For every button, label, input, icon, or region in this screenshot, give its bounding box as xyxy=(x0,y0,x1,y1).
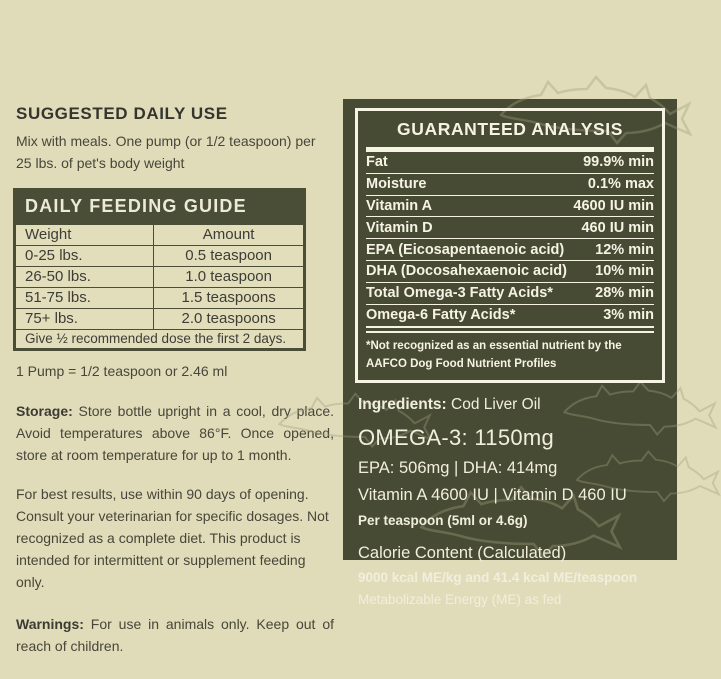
ingredients-line xyxy=(358,396,667,414)
metabolizable-energy-note: Metabolizable Energy (ME) as fed xyxy=(358,591,562,607)
analysis-rows xyxy=(358,152,662,326)
usage-column xyxy=(16,104,334,657)
amount-cell: 0.5 teaspoon xyxy=(154,245,304,266)
amount-cell: 1.0 teaspoon xyxy=(154,266,304,287)
ingredients-label: Ingredients: xyxy=(358,395,447,413)
warnings-paragraph xyxy=(16,614,334,658)
analysis-label: Omega-6 Fatty Acids* xyxy=(366,307,516,324)
feeding-guide-header-row xyxy=(16,224,304,245)
pump-equivalence-note: 1 Pump = 1/2 teaspoon or 2.46 ml xyxy=(16,362,228,379)
feeding-guide-row xyxy=(16,308,304,329)
analysis-row xyxy=(366,239,654,261)
best-results-paragraph: For best results, use within 90 days of opening. Consult your veterinarian for specific dosages. Not recognized as a complete diet. This product is intended for intermittent or supplement feeding only. xyxy=(16,485,329,590)
ingredients-value: Cod Liver Oil xyxy=(446,395,541,413)
analysis-value: 3% min xyxy=(603,307,654,324)
analysis-value: 28% min xyxy=(595,285,654,302)
footnote-divider xyxy=(366,326,654,333)
analysis-value: 12% min xyxy=(595,241,654,258)
suggested-daily-use-heading: SUGGESTED DAILY USE xyxy=(16,104,228,123)
analysis-row xyxy=(366,174,654,196)
usage-intro-text: Mix with meals. One pump (or 1/2 teaspoon) per 25 lbs. of pet's body weight xyxy=(16,133,316,172)
warnings-text: For use in animals only. Keep out of reach of children. xyxy=(16,615,334,654)
analysis-row xyxy=(366,305,654,327)
guaranteed-analysis-title: GUARANTEED ANALYSIS xyxy=(397,119,623,139)
calorie-content-detail: 9000 kcal ME/kg and 41.4 kcal ME/teaspoon xyxy=(358,569,638,585)
analysis-row xyxy=(366,261,654,283)
analysis-label: Vitamin A xyxy=(366,197,433,214)
amount-cell: 1.5 teaspoons xyxy=(154,287,304,308)
storage-text: Store bottle upright in a cool, dry place. Avoid temperatures above 86°F. Once opened, store at room temperature for up to 1 month. xyxy=(16,402,334,463)
feeding-guide-note: Give ½ recommended dose the first 2 days. xyxy=(16,329,304,348)
analysis-value: 460 IU min xyxy=(581,219,654,236)
weight-cell: 75+ lbs. xyxy=(16,308,154,329)
weight-cell: 51-75 lbs. xyxy=(16,287,154,308)
epa-dha-amounts: EPA: 506mg | DHA: 414mg xyxy=(358,458,558,477)
aafco-footnote: *Not recognized as an essential nutrient by the AAFCO Dog Food Nutrient Profiles xyxy=(366,340,622,370)
feeding-guide-note-row xyxy=(16,329,304,348)
storage-label: Storage: xyxy=(16,402,73,419)
analysis-value: 0.1% max xyxy=(587,176,654,193)
warnings-label: Warnings: xyxy=(16,615,84,632)
analysis-row xyxy=(366,196,654,218)
amount-cell: 2.0 teaspoons xyxy=(154,308,304,329)
analysis-label: Fat xyxy=(366,154,388,171)
vitamin-amounts: Vitamin A 4600 IU | Vitamin D 460 IU xyxy=(358,485,627,504)
guaranteed-analysis-box xyxy=(355,108,665,383)
daily-feeding-guide-table xyxy=(13,188,306,351)
calorie-content-title: Calorie Content (Calculated) xyxy=(358,543,567,562)
analysis-label: Moisture xyxy=(366,176,427,193)
ingredients-block xyxy=(358,396,667,607)
feeding-guide-row xyxy=(16,266,304,287)
weight-cell: 26-50 lbs. xyxy=(16,266,154,287)
analysis-row xyxy=(366,152,654,174)
analysis-value: 99.9% min xyxy=(583,154,654,171)
column-header-weight: Weight xyxy=(16,224,154,245)
analysis-label: Total Omega-3 Fatty Acids* xyxy=(366,285,553,302)
storage-paragraph xyxy=(16,401,334,467)
guaranteed-analysis-panel xyxy=(343,99,677,607)
feeding-guide-title: DAILY FEEDING GUIDE xyxy=(15,190,304,224)
analysis-row xyxy=(366,217,654,239)
feeding-guide-row xyxy=(16,287,304,308)
feeding-guide-row xyxy=(16,245,304,266)
analysis-value: 4600 IU min xyxy=(573,197,654,214)
omega3-amount: OMEGA-3: 1150mg xyxy=(358,424,555,450)
analysis-label: EPA (Eicosapentaenoic acid) xyxy=(366,241,565,258)
analysis-row xyxy=(366,283,654,305)
column-header-amount: Amount xyxy=(154,224,304,245)
analysis-label: DHA (Docosahexaenoic acid) xyxy=(366,263,567,280)
analysis-value: 10% min xyxy=(595,263,654,280)
weight-cell: 0-25 lbs. xyxy=(16,245,154,266)
per-teaspoon-note: Per teaspoon (5ml or 4.6g) xyxy=(358,512,528,528)
feeding-guide-body xyxy=(16,245,304,329)
feeding-guide-grid xyxy=(15,224,304,349)
analysis-label: Vitamin D xyxy=(366,219,433,236)
